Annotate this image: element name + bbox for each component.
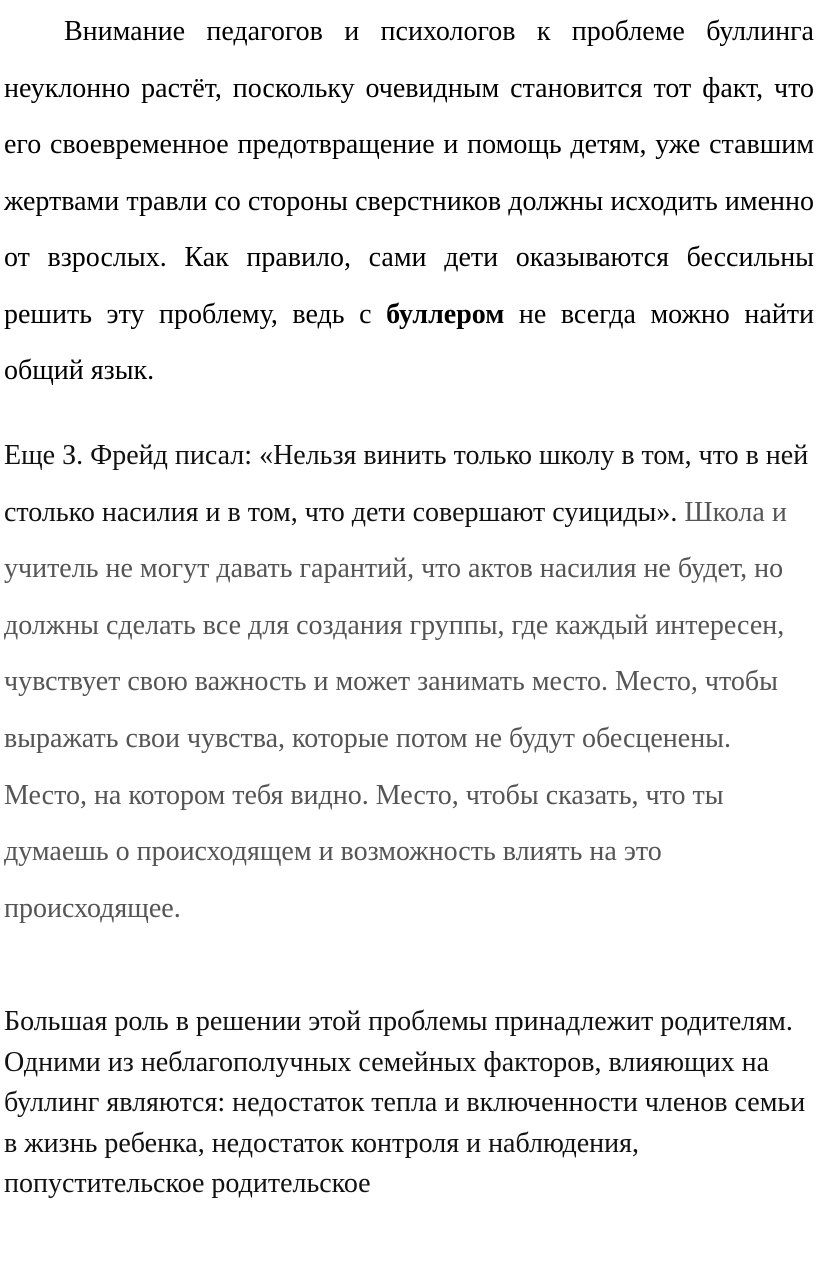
paragraph-bullying-attention xyxy=(4,4,814,400)
bold-term-buller: буллером xyxy=(386,298,505,330)
paragraph-parents-role: Большая роль в решении этой проблемы принадлежит родителям. Одними из неблагополучных семейных факторов, влияющих на буллинг являются: недостаток тепла и включенности членов семьи в жизнь ребенка, недостаток контроля и наблюдения, попустительское родительское xyxy=(4,1006,806,1199)
paragraph-freud-quote xyxy=(4,428,814,937)
paragraph1-text-end: не всегда можно найти общий язык. xyxy=(4,298,814,386)
paragraph1-text-start: Внимание педагогов и психологов к проблеме буллинга неуклонно растёт, поскольку очевидным становится тот факт, что его своевременное предотвращение и помощь детям, уже ставшим жертвами травли со стороны сверстников должны исходить именно от взрослых. Как правило, сами дети оказываются бессильны решить эту проблему, ведь с xyxy=(4,16,814,330)
school-role-text: Школа и учитель не могут давать гарантий, что актов насилия не будет, но должны сделать все для создания группы, где каждый интересен, чувствует свою важность и может занимать место. Место, чтобы выражать свои чувства, которые потом не будут обесценены. Место, на котором тебя видно. Место, чтобы сказать, что ты думаешь о происходящем и возможность влиять на это происходящее. xyxy=(4,496,787,924)
freud-quote-text: Еще З. Фрейд писал: «Нельзя винить только школу в том, что в ней столько насилия и в том, что дети совершают суициды». xyxy=(4,440,809,528)
